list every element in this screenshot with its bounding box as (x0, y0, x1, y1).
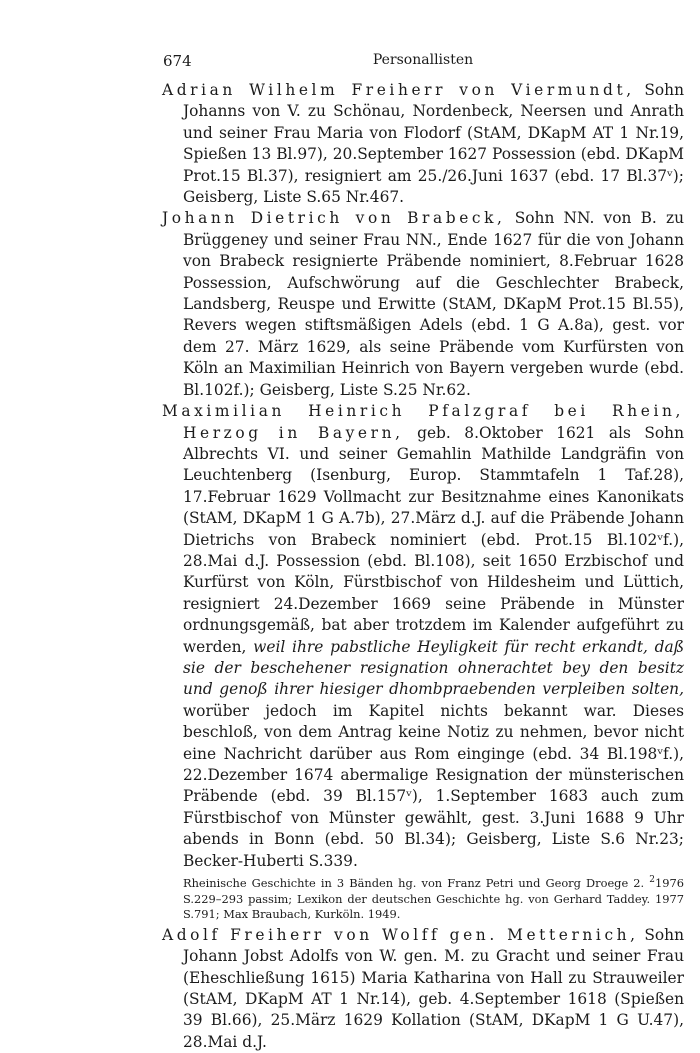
entry-name: Adolf Freiherr von Wolff gen. Metternich, (162, 925, 639, 944)
entry-name: Johann Dietrich von Brabeck, (162, 209, 506, 228)
entry-text: Sohn Johann Jobst Adolfs von W. gen. M. zu Gracht und seiner Frau (Eheschließung 1615) Maria Katharina von Hall zu Strauweiler (StAM, DKapM AT 1 Nr.14), geb. 4.September 1618 (Spießen 39 Bl.66), 25.März 1629 Kollation (StAM, DKapM 1 G U.47), 28.Mai d.J. (183, 925, 684, 1051)
entry-text: Sohn NN. von B. zu Brüggeney und seiner Frau NN., Ende 1627 für die von Johann von Brabeck resignierte Präbende nominiert, 8.Februar 1628 Possession, Aufschwörung auf die Geschlechter Brabeck, Landsberg, Reuspe und Erwitte (StAM, DKapM Prot.15 Bl.55), Revers wegen stiftsmäßigen Adels (ebd. 1 G A.8a), gest. vor dem 27. März 1629, als seine Präbende vom Kurfürsten von Köln an Maximilian Heinrich von Bayern vergeben wurde (ebd. Bl.102f.); Geisberg, Liste S.25 Nr.62. (183, 209, 684, 399)
entry-name: Maximilian Heinrich Pfalzgraf bei Rhein, Herzog in Bayern, (162, 402, 684, 442)
bibliography-note (183, 876, 684, 923)
running-title: Personallisten (372, 52, 474, 68)
edition-superscript: 2 (649, 875, 655, 886)
page-header (163, 52, 683, 74)
entries-list (162, 80, 684, 1053)
entry-maximilian-heinrich (162, 401, 684, 872)
entry-brabeck (162, 208, 684, 401)
entry-text: Sohn Johanns von V. zu Schönau, Nordenbeck, Neersen und Anrath und seiner Frau Maria von Flodorf (StAM, DKapM AT 1 Nr.19, Spießen 13 Bl.97), 20.September 1627 Possession (ebd. DKapM Prot.15 Bl.37), resigniert am 25./26.Juni 1637 (ebd. 17 Bl.37ᵛ); Geisberg, Liste S.65 Nr.467. (183, 81, 684, 207)
page-number: 674 (163, 52, 192, 70)
entry-text-continued: worüber jedoch im Kapitel nichts bekannt war. Dieses beschloß, von dem Antrag keine Notiz zu nehmen, bevor nicht eine Nachricht darüber aus Rom einginge (ebd. 34 Bl.198ᵛf.), 22.Dezember 1674 abermalige Resignation der münsterischen Präbende (ebd. 39 Bl.157ᵛ), 1.September 1683 auch zum Fürstbischof von Münster gewählt, gest. 3.Juni 1688 9 Uhr abends in Bonn (ebd. 50 Bl.34); Geisberg, Liste S.6 Nr.23; Becker-Huberti S.339. (183, 701, 684, 870)
bibliography-text-continued: 1976 S.229–293 passim; Lexikon der deutschen Geschichte hg. von Gerhard Taddey. 1977 S.791; Max Braubach, Kurköln. 1949. (183, 876, 684, 922)
bibliography-text: Rheinische Geschichte in 3 Bänden hg. von Franz Petri und Georg Droege 2. (183, 876, 650, 891)
entry-wolff-metternich (162, 925, 684, 1053)
entry-viermundt (162, 80, 684, 208)
entry-text: geb. 8.Oktober 1621 als Sohn Albrechts VI. und seiner Gemahlin Mathilde Landgräfin von Leuchtenberg (Isenburg, Europ. Stammtafeln 1 Taf.28), 17.Februar 1629 Vollmacht zur Besitznahme eines Kanonikats (StAM, DKapM 1 G A.7b), 27.März d.J. auf die Präbende Johann Dietrichs von Brabeck nominiert (ebd. Prot.15 Bl.102ᵛf.), 28.Mai d.J. Possession (ebd. Bl.108), seit 1650 Erzbischof und Kurfürst von Köln, Fürstbischof von Hildesheim und Lüttich, resigniert 24.Dezember 1669 seine Präbende in Münster ordnungsgemäß, bat aber trotzdem im Kalender aufgeführt zu werden, (183, 423, 684, 656)
entry-name: Adrian Wilhelm Freiherr von Viermundt, (162, 81, 635, 99)
entry-quotation: weil ihre pabstliche Heyligkeit für recht erkandt, daß sie der beschehener resignation ohnerachtet bey den besitz und genoß ihrer hiesiger dhombpraebenden verpleiben solten, (183, 637, 684, 699)
